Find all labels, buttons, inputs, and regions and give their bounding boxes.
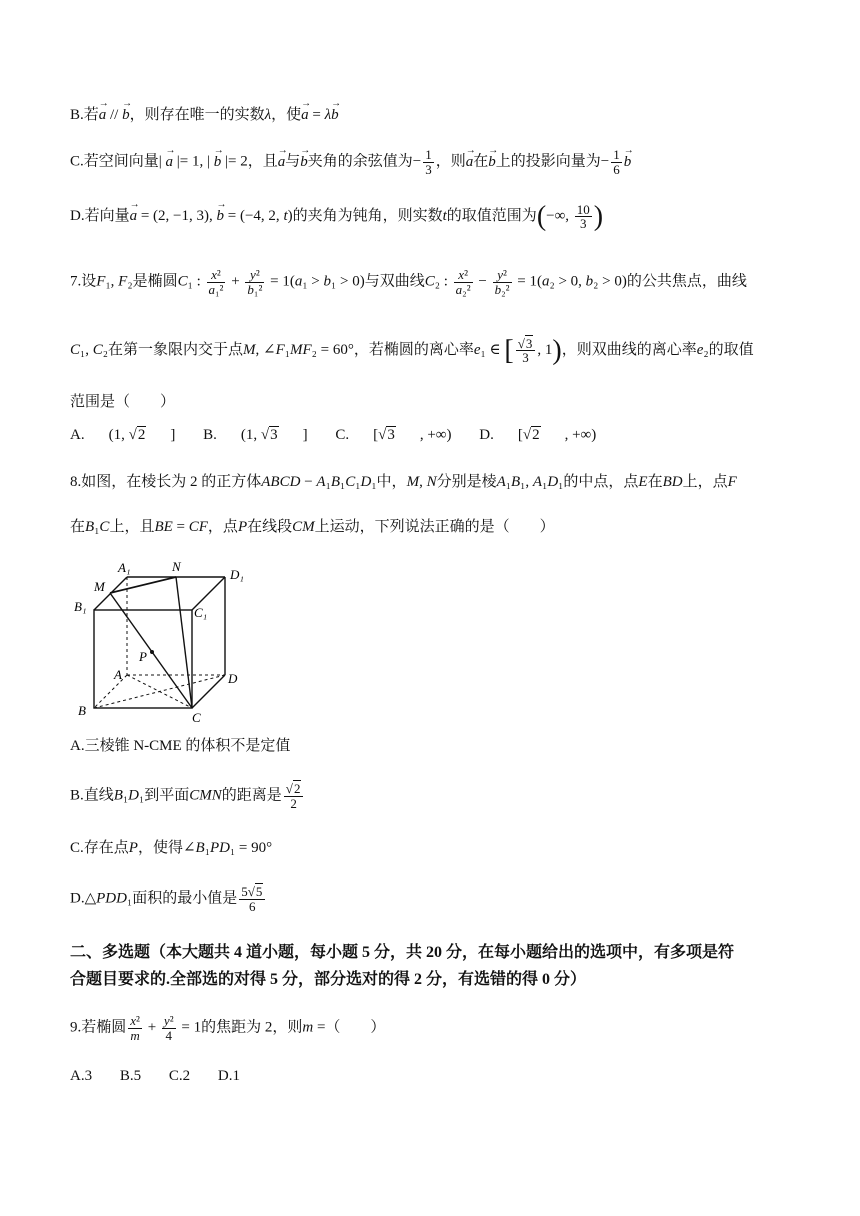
q8-line-2: 在B₁C上，且BE = CF，点P在线段CM上运动，下列说法正确的是（ ） (70, 519, 555, 535)
q9-option-c: C.2 (168, 1068, 191, 1084)
label-p: P (139, 649, 147, 664)
label-a: A (114, 667, 122, 682)
q7-option-a: A. (1, √2 ] (70, 427, 176, 443)
q6-option-d: D.若向量→ a = (2, −1, 3), → b = (−4, 2, t)的夹角为钝角，则实数t的取值范围为(−∞, $\frac{10}{3}$ ) (70, 200, 603, 234)
q7-options (70, 426, 620, 444)
section-2-heading-line-1: 二、多选题（本大题共 4 道小题，每小题 5 分，共 20 分，在每小题给出的选项中，有多项是符 (70, 944, 735, 961)
q9-option-b: B.5 (119, 1068, 142, 1084)
q7-line-1: 7.设F₁, F₂是椭圆C₁ : $\frac{\text{x²}}{\text{a₁²}}$ + $\frac{\text{y²}}{\text{b₁²}}$ = 1(a₁ > b₁ > 0)与双曲线C₂ : $\frac{\text{x²}}{\text{a₂²}}$ − $\frac{\text{y²}}{\text{b₂²}}$ = 1(a₂ > 0, b₂ > 0)的公共焦点，曲线 (70, 267, 747, 297)
label-a1: A₁ (118, 560, 131, 575)
q6-option-b: B.若→ a // → b，则存在唯一的实数λ，使→ a = λ→ b (70, 106, 339, 124)
q7-option-d: D. [√2 , +∞) (479, 427, 597, 443)
q8-option-a: A.三棱锥 N-CME 的体积不是定值 (70, 738, 291, 754)
label-c1: C₁ (194, 605, 208, 620)
q8-option-c: C.存在点P，使得∠B₁PD₁ = 90° (70, 840, 273, 856)
label-d1: D₁ (230, 567, 244, 582)
label-b: B (78, 703, 86, 718)
cube-figure (72, 555, 252, 725)
section-2-heading-line-2: 合题目要求的.全部选的对得 5 分，部分选对的得 2 分，有选错的得 0 分） (70, 971, 587, 988)
label-m: M (94, 579, 105, 594)
q7-line-2: C₁, C₂在第一象限内交于点M, ∠F₁MF₂ = 60°，若椭圆的离心率e₁ ∈ [ $\frac{√3}{3}$ , 1)，则双曲线的离心率e₂的取值 (70, 335, 754, 366)
q7-option-b: B. (1, √3 ] (203, 427, 308, 443)
label-b1: B₁ (74, 599, 87, 614)
q7-option-c: C. [√3 , +∞) (335, 427, 452, 443)
q9-option-d: D.1 (217, 1068, 240, 1084)
q6-option-c: C.若空间向量| → a |= 1, | → b |= 2，且→ a与→ b夹角的余弦值为− $\frac{1}{3}$ ，则→ a在→ b上的投影向量为− $\frac{1}{6}$ → b (70, 148, 631, 176)
label-n: N (172, 559, 181, 574)
q8-option-b: B.直线B₁D₁到平面CMN的距离是 $\frac{√2}{2}$ (70, 782, 305, 810)
label-d: D (228, 671, 238, 686)
q9-option-a: A.3 (70, 1068, 93, 1084)
q8-line-1: 8.如图，在棱长为 2 的正方体ABCD − A₁B₁C₁D₁中，M, N分别是棱A₁B₁, A₁D₁的中点，点E在BD上，点F (70, 474, 737, 490)
q9-options (70, 1067, 264, 1085)
q7-line-3: 范围是（ ） (70, 394, 176, 410)
q9-stem: 9.若椭圆 $\frac{\text{x²}}{m}$ + $\frac{\text{y²}}{4}$ = 1的焦距为 2，则m =（ ） (70, 1013, 386, 1043)
label-c: C (192, 710, 201, 725)
q8-option-d: D.△PDD₁面积的最小值是 $\frac{5√5}{6}$ (70, 885, 267, 913)
